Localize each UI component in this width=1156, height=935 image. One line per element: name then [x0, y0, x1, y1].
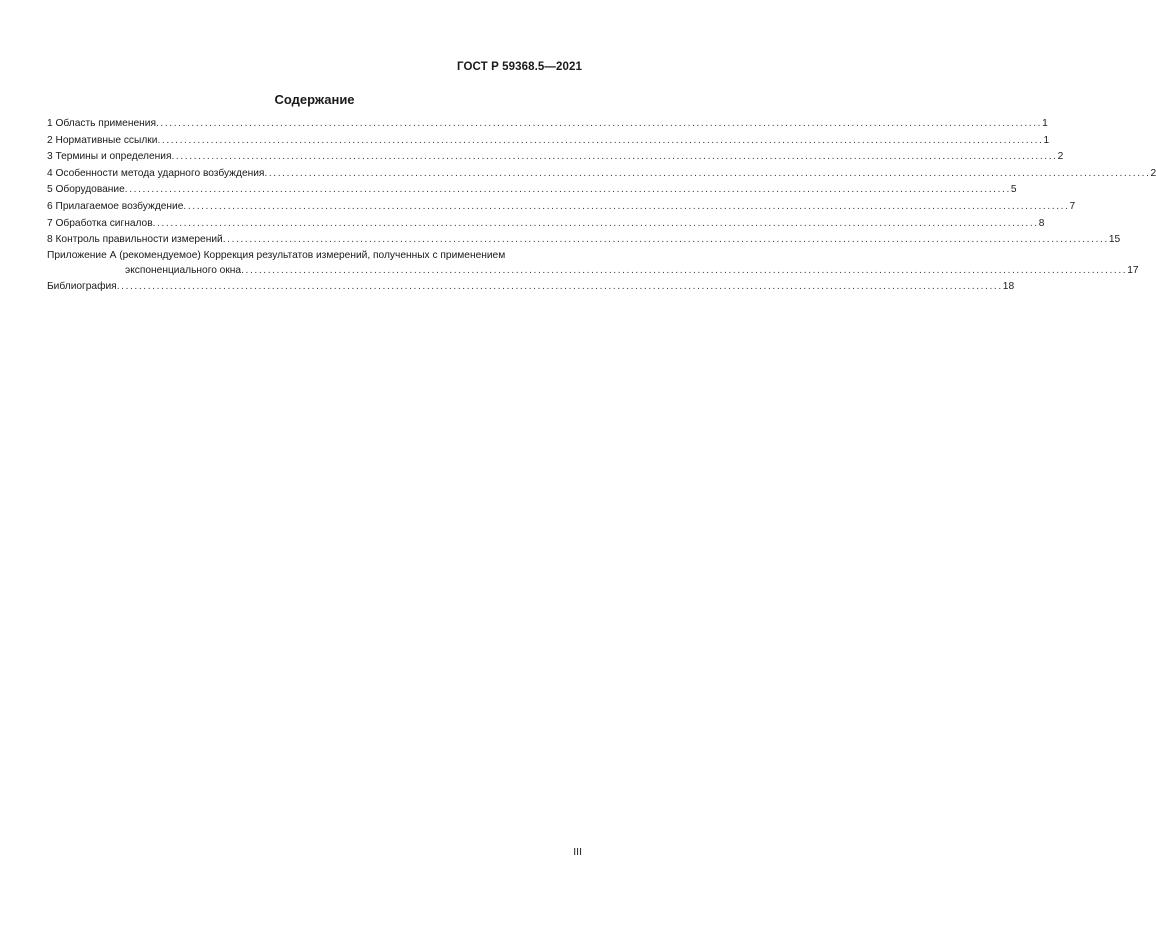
toc-entry-label: 5 Оборудование	[47, 184, 125, 196]
toc-entry-label: 1 Область применения	[47, 118, 156, 129]
toc-entry-page: 18	[1002, 281, 1015, 293]
toc-entry[interactable]	[47, 199, 1076, 216]
toc-entry-label: 8 Контроль правильности измерений	[47, 234, 223, 246]
toc-entry-label: 6 Прилагаемое возбуждение	[47, 200, 184, 212]
toc-title: Содержание	[274, 92, 355, 107]
toc-leader-dots: ........................................................................................................................................................................................................	[241, 264, 1128, 276]
toc-leader-dots: ........................................................................................................................................................................................................	[152, 217, 1039, 229]
toc-leader-dots: ........................................................................................................................................................................................................	[157, 134, 1044, 146]
toc-leader-dots: ........................................................................................................................................................................................................	[155, 118, 1043, 129]
toc-leader-dots: ........................................................................................................................................................................................................	[183, 200, 1070, 212]
toc-entry[interactable]	[47, 166, 1156, 183]
toc-entry-page: 15	[1108, 234, 1121, 246]
page-number: III	[573, 846, 582, 858]
toc-entry-page: 8	[1038, 217, 1045, 229]
toc-entry[interactable]	[47, 232, 1121, 249]
toc-entry[interactable]	[47, 133, 1050, 150]
document-id: ГОСТ Р 59368.5—2021	[457, 61, 582, 73]
toc-entry[interactable]	[47, 149, 1064, 166]
table-of-contents	[47, 116, 1156, 296]
toc-entry-page: 17	[1127, 264, 1139, 276]
toc-entry-page: 1	[1042, 118, 1048, 129]
toc-bibliography-entry[interactable]	[47, 279, 1015, 296]
toc-appendix-entry[interactable]	[47, 249, 1139, 280]
toc-entry-label: 7 Обработка сигналов	[47, 217, 153, 229]
toc-entry-page: 1	[1043, 134, 1050, 146]
toc-leader-dots: ........................................................................................................................................................................................................	[116, 281, 1003, 293]
toc-leader-dots: ........................................................................................................................................................................................................	[222, 234, 1109, 246]
toc-entry[interactable]	[47, 116, 1048, 133]
toc-leader-dots: ........................................................................................................................................................................................................	[264, 167, 1151, 179]
toc-leader-dots: ........................................................................................................................................................................................................	[124, 184, 1011, 196]
toc-entry-page: 5	[1010, 184, 1017, 196]
toc-entry-label: экспоненциального окна	[125, 264, 242, 276]
toc-entry-label: 4 Особенности метода ударного возбуждения	[47, 167, 265, 179]
toc-entry-page: 2	[1057, 151, 1064, 163]
toc-entry-label: Библиография	[47, 281, 117, 293]
toc-entry-page: 2	[1150, 167, 1156, 179]
toc-entry[interactable]	[47, 216, 1045, 233]
toc-entry-label: 3 Термины и определения	[47, 151, 172, 163]
toc-entry-label: 2 Нормативные ссылки	[47, 134, 158, 146]
toc-appendix-continuation	[47, 263, 1139, 280]
toc-entry[interactable]	[47, 182, 1017, 199]
toc-leader-dots: ........................................................................................................................................................................................................	[171, 151, 1058, 163]
toc-appendix-title: Приложение А (рекомендуемое) Коррекция результатов измерений, полученных с применением	[47, 249, 506, 261]
toc-entry-page: 7	[1069, 200, 1076, 212]
